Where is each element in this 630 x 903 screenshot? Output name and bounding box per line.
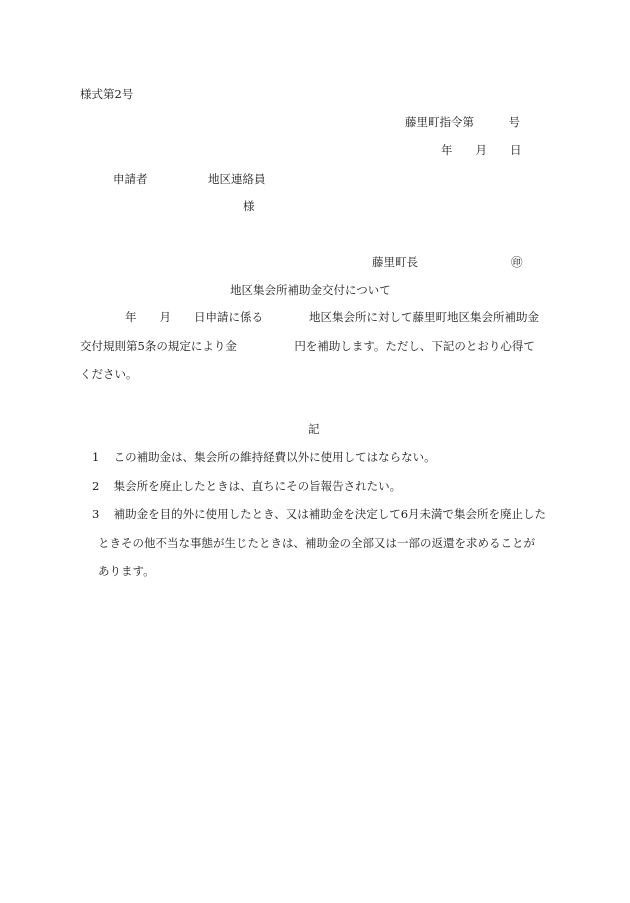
applicant-label: 申請者 (113, 172, 148, 186)
form-number: 様式第2号 (80, 87, 134, 101)
recipient-role: 地区連絡員 (208, 172, 266, 186)
condition-continuation: ときその他不当な事態が生じたときは、補助金の全部又は一部の返還を求めることが (98, 535, 535, 550)
issue-number: 藤里町指令第 号 (405, 115, 520, 129)
condition-item (92, 450, 552, 464)
body-line: 年 月 日申請に係る 地区集会所に対して藤里町地区集会所補助金 (125, 310, 539, 324)
conditions-list (92, 450, 552, 593)
body-line: 交付規則第5条の規定により金 円を補助します。ただし、下記のとおり心得て (80, 338, 535, 353)
document-subject: 地区集会所補助金交付について (230, 283, 391, 297)
condition-number: 1 (92, 450, 100, 464)
body-line: ください。 (80, 367, 138, 381)
issue-date: 年 月 日 (441, 143, 522, 157)
condition-number: 3 (92, 507, 100, 521)
issuer-title: 藤里町長 (372, 255, 418, 269)
condition-text: 集会所を廃止したときは、直ちにその旨報告されたい。 (113, 478, 402, 493)
body-paragraph (80, 310, 550, 396)
note-heading: 記 (308, 422, 320, 436)
condition-text: この補助金は、集会所の維持経費以外に使用してはならない。 (113, 450, 436, 464)
recipient-honorific: 様 (243, 199, 255, 213)
seal-mark: ㊞ (511, 255, 523, 269)
condition-item (92, 507, 552, 521)
condition-continuation: あります。 (98, 564, 155, 578)
condition-number: 2 (92, 478, 100, 493)
condition-text: 補助金を目的外に使用したとき、又は補助金を決定して6月未満で集会所を廃止した (113, 507, 547, 521)
condition-item (92, 479, 552, 493)
